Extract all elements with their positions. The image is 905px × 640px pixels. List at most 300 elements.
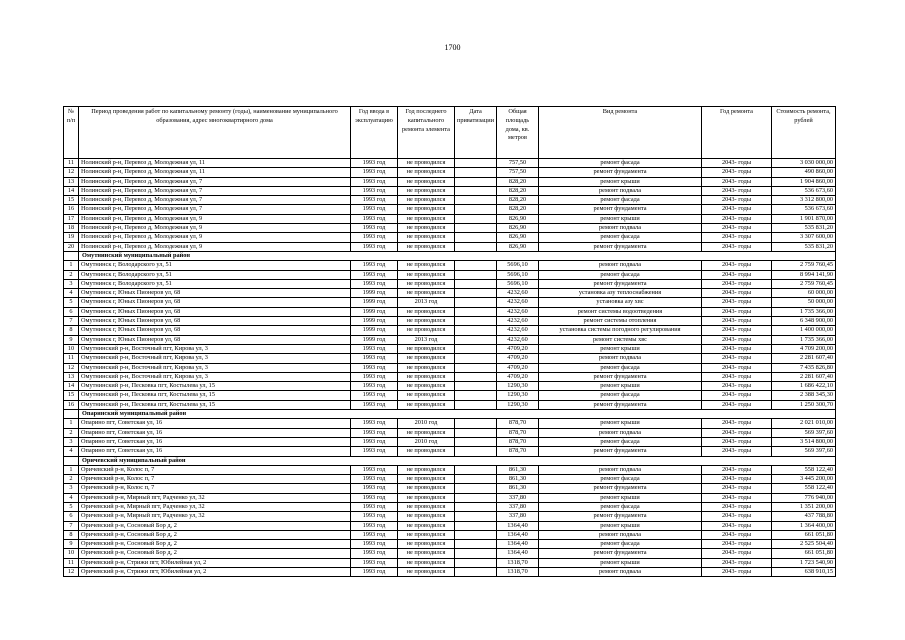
cell-year-built: 1993 год — [351, 363, 398, 372]
cell-year-built: 1993 год — [351, 568, 398, 577]
district-row — [64, 410, 836, 419]
cell-repair-year: 2043- годы — [702, 159, 772, 168]
cell-area: 1290,30 — [497, 382, 539, 391]
table-row — [64, 512, 836, 521]
cell-year-built: 1993 год — [351, 447, 398, 456]
cell-num: 2 — [64, 428, 79, 437]
cell-cost: 8 994 141,90 — [772, 270, 836, 279]
cell-num: 7 — [64, 317, 79, 326]
table-row — [64, 270, 836, 279]
cell-num: 11 — [64, 354, 79, 363]
cell-cost: 535 831,20 — [772, 224, 836, 233]
table-row — [64, 549, 836, 558]
cell-repair-year: 2043- годы — [702, 549, 772, 558]
cell-year-built: 1993 год — [351, 465, 398, 474]
cell-last-repair: не проводился — [398, 270, 455, 279]
cell-year-built: 1999 год — [351, 317, 398, 326]
table-row — [64, 233, 836, 242]
cell-area: 4232,60 — [497, 335, 539, 344]
cell-repair-year: 2043- годы — [702, 484, 772, 493]
cell-year-built: 1999 год — [351, 298, 398, 307]
cell-privatization — [455, 270, 497, 279]
cell-last-repair: не проводился — [398, 279, 455, 288]
cell-num: 1 — [64, 261, 79, 270]
cell-year-built: 1993 год — [351, 521, 398, 530]
cell-num: 20 — [64, 242, 79, 251]
cell-address: Омутнинский р-н, Песковка пгт, Костылева ул, 15 — [79, 382, 351, 391]
cell-address: Оричевский р-н, Мирный пгт, Радченко ул, 32 — [79, 493, 351, 502]
cell-year-built: 1993 год — [351, 419, 398, 428]
cell-num: 5 — [64, 502, 79, 511]
cell-num: 17 — [64, 214, 79, 223]
table-row — [64, 242, 836, 251]
cell-cost: 2 281 607,40 — [772, 354, 836, 363]
cell-privatization — [455, 447, 497, 456]
table-row — [64, 465, 836, 474]
table-row — [64, 540, 836, 549]
cell-last-repair: не проводился — [398, 428, 455, 437]
table-row — [64, 475, 836, 484]
table-row — [64, 558, 836, 567]
cell-repair-year: 2043- годы — [702, 298, 772, 307]
cell-repair-year: 2043- годы — [702, 363, 772, 372]
cell-year-built: 1993 год — [351, 224, 398, 233]
cell-privatization — [455, 493, 497, 502]
cell-num: 8 — [64, 530, 79, 539]
cell-cost: 3 312 800,00 — [772, 196, 836, 205]
cell-year-built: 1993 год — [351, 261, 398, 270]
table-row — [64, 437, 836, 446]
cell-privatization — [455, 400, 497, 409]
cell-address: Оричевский р-н, Стрижи пгт, Юбилейная ул, 2 — [79, 558, 351, 567]
cell-repair-year: 2043- годы — [702, 475, 772, 484]
cell-last-repair: не проводился — [398, 391, 455, 400]
cell-area: 4232,60 — [497, 317, 539, 326]
cell-area: 337,80 — [497, 493, 539, 502]
cell-num: 4 — [64, 447, 79, 456]
cell-cost: 535 831,20 — [772, 242, 836, 251]
cell-cost: 1 723 540,90 — [772, 558, 836, 567]
table-row — [64, 530, 836, 539]
cell-repair-type: ремонт системы водоотведения — [539, 307, 702, 316]
cell-address: Нолинский р-н, Перевоз д, Молодежная ул, 9 — [79, 214, 351, 223]
cell-last-repair: не проводился — [398, 307, 455, 316]
cell-repair-year: 2043- годы — [702, 177, 772, 186]
cell-repair-type: ремонт фундамента — [539, 447, 702, 456]
cell-cost: 1 400 000,00 — [772, 326, 836, 335]
table-row — [64, 391, 836, 400]
cell-privatization — [455, 196, 497, 205]
cell-year-built: 1993 год — [351, 558, 398, 567]
cell-address: Оричевский р-н, Сосновый Бор д, 2 — [79, 530, 351, 539]
cell-address: Нолинский р-н, Перевоз д, Молодежная ул, 11 — [79, 168, 351, 177]
cell-year-built: 1993 год — [351, 196, 398, 205]
cell-cost: 60 000,00 — [772, 289, 836, 298]
cell-cost: 1 735 366,00 — [772, 335, 836, 344]
cell-num: 14 — [64, 382, 79, 391]
cell-privatization — [455, 465, 497, 474]
district-row — [64, 456, 836, 465]
cell-year-built: 1993 год — [351, 484, 398, 493]
cell-repair-type: ремонт крыши — [539, 177, 702, 186]
cell-repair-type: ремонт крыши — [539, 214, 702, 223]
cell-area: 4709,20 — [497, 363, 539, 372]
table-row — [64, 335, 836, 344]
cell-privatization — [455, 177, 497, 186]
cell-area: 878,70 — [497, 437, 539, 446]
cell-num: 15 — [64, 196, 79, 205]
cell-area: 828,20 — [497, 177, 539, 186]
cell-last-repair: не проводился — [398, 465, 455, 474]
cell-address: Опарино пгт, Советская ул, 16 — [79, 437, 351, 446]
table-header — [64, 107, 836, 159]
cell-cost: 2 021 010,00 — [772, 419, 836, 428]
cell-address: Омутнинский р-н, Восточный пгт, Кирова ул, 3 — [79, 363, 351, 372]
cell-address: Нолинский р-н, Перевоз д, Молодежная ул, 7 — [79, 186, 351, 195]
cell-privatization — [455, 317, 497, 326]
cell-privatization — [455, 437, 497, 446]
cell-repair-type: ремонт фасада — [539, 233, 702, 242]
cell-area: 5696,10 — [497, 270, 539, 279]
cell-cost: 437 788,80 — [772, 512, 836, 521]
cell-num — [64, 251, 79, 260]
cell-area: 826,90 — [497, 224, 539, 233]
cell-repair-type: ремонт подвала — [539, 465, 702, 474]
cell-cost: 3 307 600,00 — [772, 233, 836, 242]
table-row — [64, 279, 836, 288]
cell-year-built: 1993 год — [351, 205, 398, 214]
cell-repair-type: ремонт фасада — [539, 437, 702, 446]
cell-num: 18 — [64, 224, 79, 233]
cell-privatization — [455, 307, 497, 316]
cell-address: Нолинский р-н, Перевоз д, Молодежная ул, 9 — [79, 233, 351, 242]
cell-year-built: 1993 год — [351, 400, 398, 409]
cell-privatization — [455, 558, 497, 567]
cell-num: 13 — [64, 177, 79, 186]
cell-privatization — [455, 233, 497, 242]
cell-repair-type: ремонт крыши — [539, 521, 702, 530]
cell-repair-type: ремонт подвала — [539, 568, 702, 577]
cell-repair-year: 2043- годы — [702, 205, 772, 214]
cell-area: 4232,60 — [497, 326, 539, 335]
cell-year-built: 1993 год — [351, 186, 398, 195]
cell-area: 826,90 — [497, 242, 539, 251]
cell-num: 3 — [64, 279, 79, 288]
cell-cost: 2 759 760,45 — [772, 279, 836, 288]
cell-cost: 1 250 300,70 — [772, 400, 836, 409]
cell-repair-type: ремонт подвала — [539, 530, 702, 539]
cell-address: Оричевский р-н, Колос п, 7 — [79, 475, 351, 484]
cell-area: 828,20 — [497, 196, 539, 205]
cell-area: 861,30 — [497, 465, 539, 474]
table-row — [64, 307, 836, 316]
cell-last-repair: 2013 год — [398, 298, 455, 307]
cell-last-repair: не проводился — [398, 382, 455, 391]
cell-address: Оричевский р-н, Мирный пгт, Радченко ул, 32 — [79, 512, 351, 521]
cell-year-built: 1993 год — [351, 437, 398, 446]
cell-num: 12 — [64, 363, 79, 372]
cell-repair-year: 2043- годы — [702, 558, 772, 567]
cell-num: 3 — [64, 484, 79, 493]
cell-address: Омутнинск г, Юных Пионеров ул, 68 — [79, 335, 351, 344]
cell-num: 4 — [64, 493, 79, 502]
cell-cost: 569 397,60 — [772, 428, 836, 437]
cell-repair-type: ремонт подвала — [539, 428, 702, 437]
cell-last-repair: не проводился — [398, 400, 455, 409]
table-row — [64, 400, 836, 409]
cell-privatization — [455, 568, 497, 577]
page-number: 1700 — [444, 43, 461, 52]
cell-repair-year: 2043- годы — [702, 419, 772, 428]
cell-num: 12 — [64, 568, 79, 577]
cell-year-built: 1993 год — [351, 354, 398, 363]
cell-area: 4709,20 — [497, 372, 539, 381]
cell-area: 826,90 — [497, 233, 539, 242]
cell-year-built: 1993 год — [351, 382, 398, 391]
cell-repair-type: ремонт фундамента — [539, 549, 702, 558]
cell-cost: 3 030 000,00 — [772, 159, 836, 168]
cell-last-repair: не проводился — [398, 475, 455, 484]
cell-address: Оричевский р-н, Мирный пгт, Радченко ул, 32 — [79, 502, 351, 511]
cell-num: 12 — [64, 168, 79, 177]
cell-address: Нолинский р-н, Перевоз д, Молодежная ул, 9 — [79, 242, 351, 251]
cell-num: 19 — [64, 233, 79, 242]
cell-repair-type: установка системы погодного регулирования — [539, 326, 702, 335]
cell-address: Омутнинский р-н, Восточный пгт, Кирова ул, 3 — [79, 372, 351, 381]
cell-area: 878,70 — [497, 428, 539, 437]
cell-address: Оричевский р-н, Стрижи пгт, Юбилейная ул, 2 — [79, 568, 351, 577]
cell-last-repair: не проводился — [398, 493, 455, 502]
cell-area: 757,50 — [497, 168, 539, 177]
cell-repair-type: ремонт крыши — [539, 493, 702, 502]
cell-repair-type: ремонт фасада — [539, 391, 702, 400]
cell-cost: 2 759 760,45 — [772, 261, 836, 270]
cell-privatization — [455, 475, 497, 484]
cell-privatization — [455, 298, 497, 307]
cell-repair-year: 2043- годы — [702, 437, 772, 446]
cell-repair-year: 2043- годы — [702, 428, 772, 437]
cell-last-repair: не проводился — [398, 354, 455, 363]
table-row — [64, 261, 836, 270]
cell-area: 4709,20 — [497, 354, 539, 363]
cell-repair-type: ремонт фундамента — [539, 484, 702, 493]
cell-repair-type: ремонт фасада — [539, 502, 702, 511]
cell-year-built: 1993 год — [351, 530, 398, 539]
cell-repair-year: 2043- годы — [702, 279, 772, 288]
cell-year-built: 1993 год — [351, 493, 398, 502]
header-area: Общая площадь дома, кв. метров — [497, 107, 539, 159]
cell-privatization — [455, 289, 497, 298]
cell-cost: 569 397,60 — [772, 447, 836, 456]
cell-year-built: 1993 год — [351, 428, 398, 437]
cell-year-built: 1993 год — [351, 214, 398, 223]
cell-area: 828,20 — [497, 205, 539, 214]
cell-address: Омутнинск г, Володарского ул, 51 — [79, 261, 351, 270]
header-last-repair: Год последнего капитального ремонта элемента — [398, 107, 455, 159]
cell-cost: 2 281 607,40 — [772, 372, 836, 381]
cell-cost: 661 051,80 — [772, 530, 836, 539]
cell-cost: 7 435 826,80 — [772, 363, 836, 372]
cell-year-built: 1999 год — [351, 335, 398, 344]
cell-repair-year: 2043- годы — [702, 224, 772, 233]
cell-num: 2 — [64, 270, 79, 279]
cell-privatization — [455, 242, 497, 251]
cell-repair-type: ремонт фундамента — [539, 400, 702, 409]
cell-cost: 4 709 200,00 — [772, 344, 836, 353]
cell-repair-type: ремонт фундамента — [539, 512, 702, 521]
cell-privatization — [455, 344, 497, 353]
cell-address: Омутнинск г, Володарского ул, 51 — [79, 279, 351, 288]
cell-repair-type: ремонт фасада — [539, 540, 702, 549]
cell-area: 4232,60 — [497, 298, 539, 307]
cell-repair-year: 2043- годы — [702, 512, 772, 521]
cell-last-repair: не проводился — [398, 568, 455, 577]
cell-privatization — [455, 186, 497, 195]
cell-address: Оричевский р-н, Колос п, 7 — [79, 465, 351, 474]
cell-year-built: 1993 год — [351, 540, 398, 549]
cell-area: 1364,40 — [497, 540, 539, 549]
table-row — [64, 428, 836, 437]
cell-privatization — [455, 428, 497, 437]
cell-num: 9 — [64, 540, 79, 549]
cell-address: Омутнинский р-н, Восточный пгт, Кирова ул, 3 — [79, 344, 351, 353]
cell-repair-year: 2043- годы — [702, 317, 772, 326]
table-row — [64, 177, 836, 186]
cell-address: Омутнинск г, Юных Пионеров ул, 68 — [79, 326, 351, 335]
cell-privatization — [455, 484, 497, 493]
cell-cost: 2 525 504,40 — [772, 540, 836, 549]
cell-repair-type: ремонт системы отопления — [539, 317, 702, 326]
cell-repair-type: ремонт крыши — [539, 382, 702, 391]
cell-address: Оричевский р-н, Сосновый Бор д, 2 — [79, 540, 351, 549]
cell-repair-year: 2043- годы — [702, 382, 772, 391]
table-row — [64, 168, 836, 177]
cell-repair-year: 2043- годы — [702, 540, 772, 549]
cell-repair-year: 2043- годы — [702, 391, 772, 400]
cell-repair-type: ремонт подвала — [539, 186, 702, 195]
cell-last-repair: не проводился — [398, 326, 455, 335]
table-row — [64, 363, 836, 372]
cell-last-repair: 2013 год — [398, 335, 455, 344]
cell-year-built: 1993 год — [351, 177, 398, 186]
cell-area: 337,80 — [497, 512, 539, 521]
cell-repair-type: ремонт крыши — [539, 419, 702, 428]
cell-cost: 1 904 860,00 — [772, 177, 836, 186]
cell-repair-type: ремонт фундамента — [539, 168, 702, 177]
cell-year-built: 1993 год — [351, 270, 398, 279]
cell-year-built: 1993 год — [351, 159, 398, 168]
cell-repair-year: 2043- годы — [702, 502, 772, 511]
cell-cost: 490 860,00 — [772, 168, 836, 177]
cell-cost: 638 910,15 — [772, 568, 836, 577]
cell-privatization — [455, 521, 497, 530]
cell-cost: 558 122,40 — [772, 484, 836, 493]
table-row — [64, 447, 836, 456]
table-row — [64, 196, 836, 205]
cell-area: 5696,10 — [497, 279, 539, 288]
table-row — [64, 493, 836, 502]
cell-year-built: 1993 год — [351, 233, 398, 242]
header-repair-year: Год ремонта — [702, 107, 772, 159]
cell-repair-type: ремонт фасада — [539, 363, 702, 372]
cell-repair-type: ремонт фасада — [539, 270, 702, 279]
cell-repair-type: ремонт фундамента — [539, 205, 702, 214]
cell-repair-year: 2043- годы — [702, 289, 772, 298]
cell-repair-year: 2043- годы — [702, 233, 772, 242]
cell-repair-year: 2043- годы — [702, 242, 772, 251]
cell-address: Нолинский р-н, Перевоз д, Молодежная ул, 9 — [79, 224, 351, 233]
cell-privatization — [455, 335, 497, 344]
cell-last-repair: не проводился — [398, 317, 455, 326]
cell-num: 3 — [64, 437, 79, 446]
cell-year-built: 1993 год — [351, 168, 398, 177]
cell-privatization — [455, 372, 497, 381]
cell-privatization — [455, 363, 497, 372]
cell-num: 9 — [64, 335, 79, 344]
cell-repair-year: 2043- годы — [702, 326, 772, 335]
cell-year-built: 1999 год — [351, 289, 398, 298]
header-address: Период проведения работ по капитальному ремонту (годы), наименование муниципального образования, адрес многоквартирного дома — [79, 107, 351, 159]
cell-last-repair: не проводился — [398, 558, 455, 567]
cell-cost: 2 388 345,30 — [772, 391, 836, 400]
cell-num: 13 — [64, 372, 79, 381]
repair-register-table — [63, 106, 836, 577]
cell-repair-type: ремонт крыши — [539, 558, 702, 567]
cell-address: Опарино пгт, Советская ул, 16 — [79, 428, 351, 437]
cell-area: 878,70 — [497, 447, 539, 456]
cell-last-repair: не проводился — [398, 224, 455, 233]
cell-last-repair: не проводился — [398, 521, 455, 530]
cell-num: 7 — [64, 521, 79, 530]
cell-last-repair: 2010 год — [398, 419, 455, 428]
table-row — [64, 419, 836, 428]
cell-repair-year: 2043- годы — [702, 344, 772, 353]
cell-repair-year: 2043- годы — [702, 168, 772, 177]
cell-address: Опарино пгт, Советская ул, 16 — [79, 419, 351, 428]
cell-repair-year: 2043- годы — [702, 400, 772, 409]
cell-repair-year: 2043- годы — [702, 447, 772, 456]
cell-repair-year: 2043- годы — [702, 493, 772, 502]
cell-num: 5 — [64, 298, 79, 307]
cell-privatization — [455, 214, 497, 223]
cell-area: 1364,40 — [497, 521, 539, 530]
header-repair-type: Вид ремонта — [539, 107, 702, 159]
cell-num: 6 — [64, 512, 79, 521]
cell-last-repair: не проводился — [398, 363, 455, 372]
table-row — [64, 317, 836, 326]
cell-num: 11 — [64, 159, 79, 168]
cell-repair-type: ремонт подвала — [539, 261, 702, 270]
cell-repair-year: 2043- годы — [702, 270, 772, 279]
cell-num: 10 — [64, 549, 79, 558]
cell-area: 828,20 — [497, 186, 539, 195]
cell-privatization — [455, 502, 497, 511]
cell-cost: 1 686 422,10 — [772, 382, 836, 391]
district-name: Омутнинский муниципальный район — [79, 251, 836, 260]
cell-repair-type: ремонт фасада — [539, 196, 702, 205]
cell-repair-year: 2043- годы — [702, 354, 772, 363]
cell-year-built: 1993 год — [351, 242, 398, 251]
cell-year-built: 1993 год — [351, 279, 398, 288]
cell-privatization — [455, 549, 497, 558]
cell-repair-year: 2043- годы — [702, 214, 772, 223]
cell-num: 11 — [64, 558, 79, 567]
cell-privatization — [455, 391, 497, 400]
cell-last-repair: не проводился — [398, 540, 455, 549]
cell-address: Оричевский р-н, Сосновый Бор д, 2 — [79, 521, 351, 530]
cell-last-repair: не проводился — [398, 159, 455, 168]
cell-area: 861,30 — [497, 484, 539, 493]
